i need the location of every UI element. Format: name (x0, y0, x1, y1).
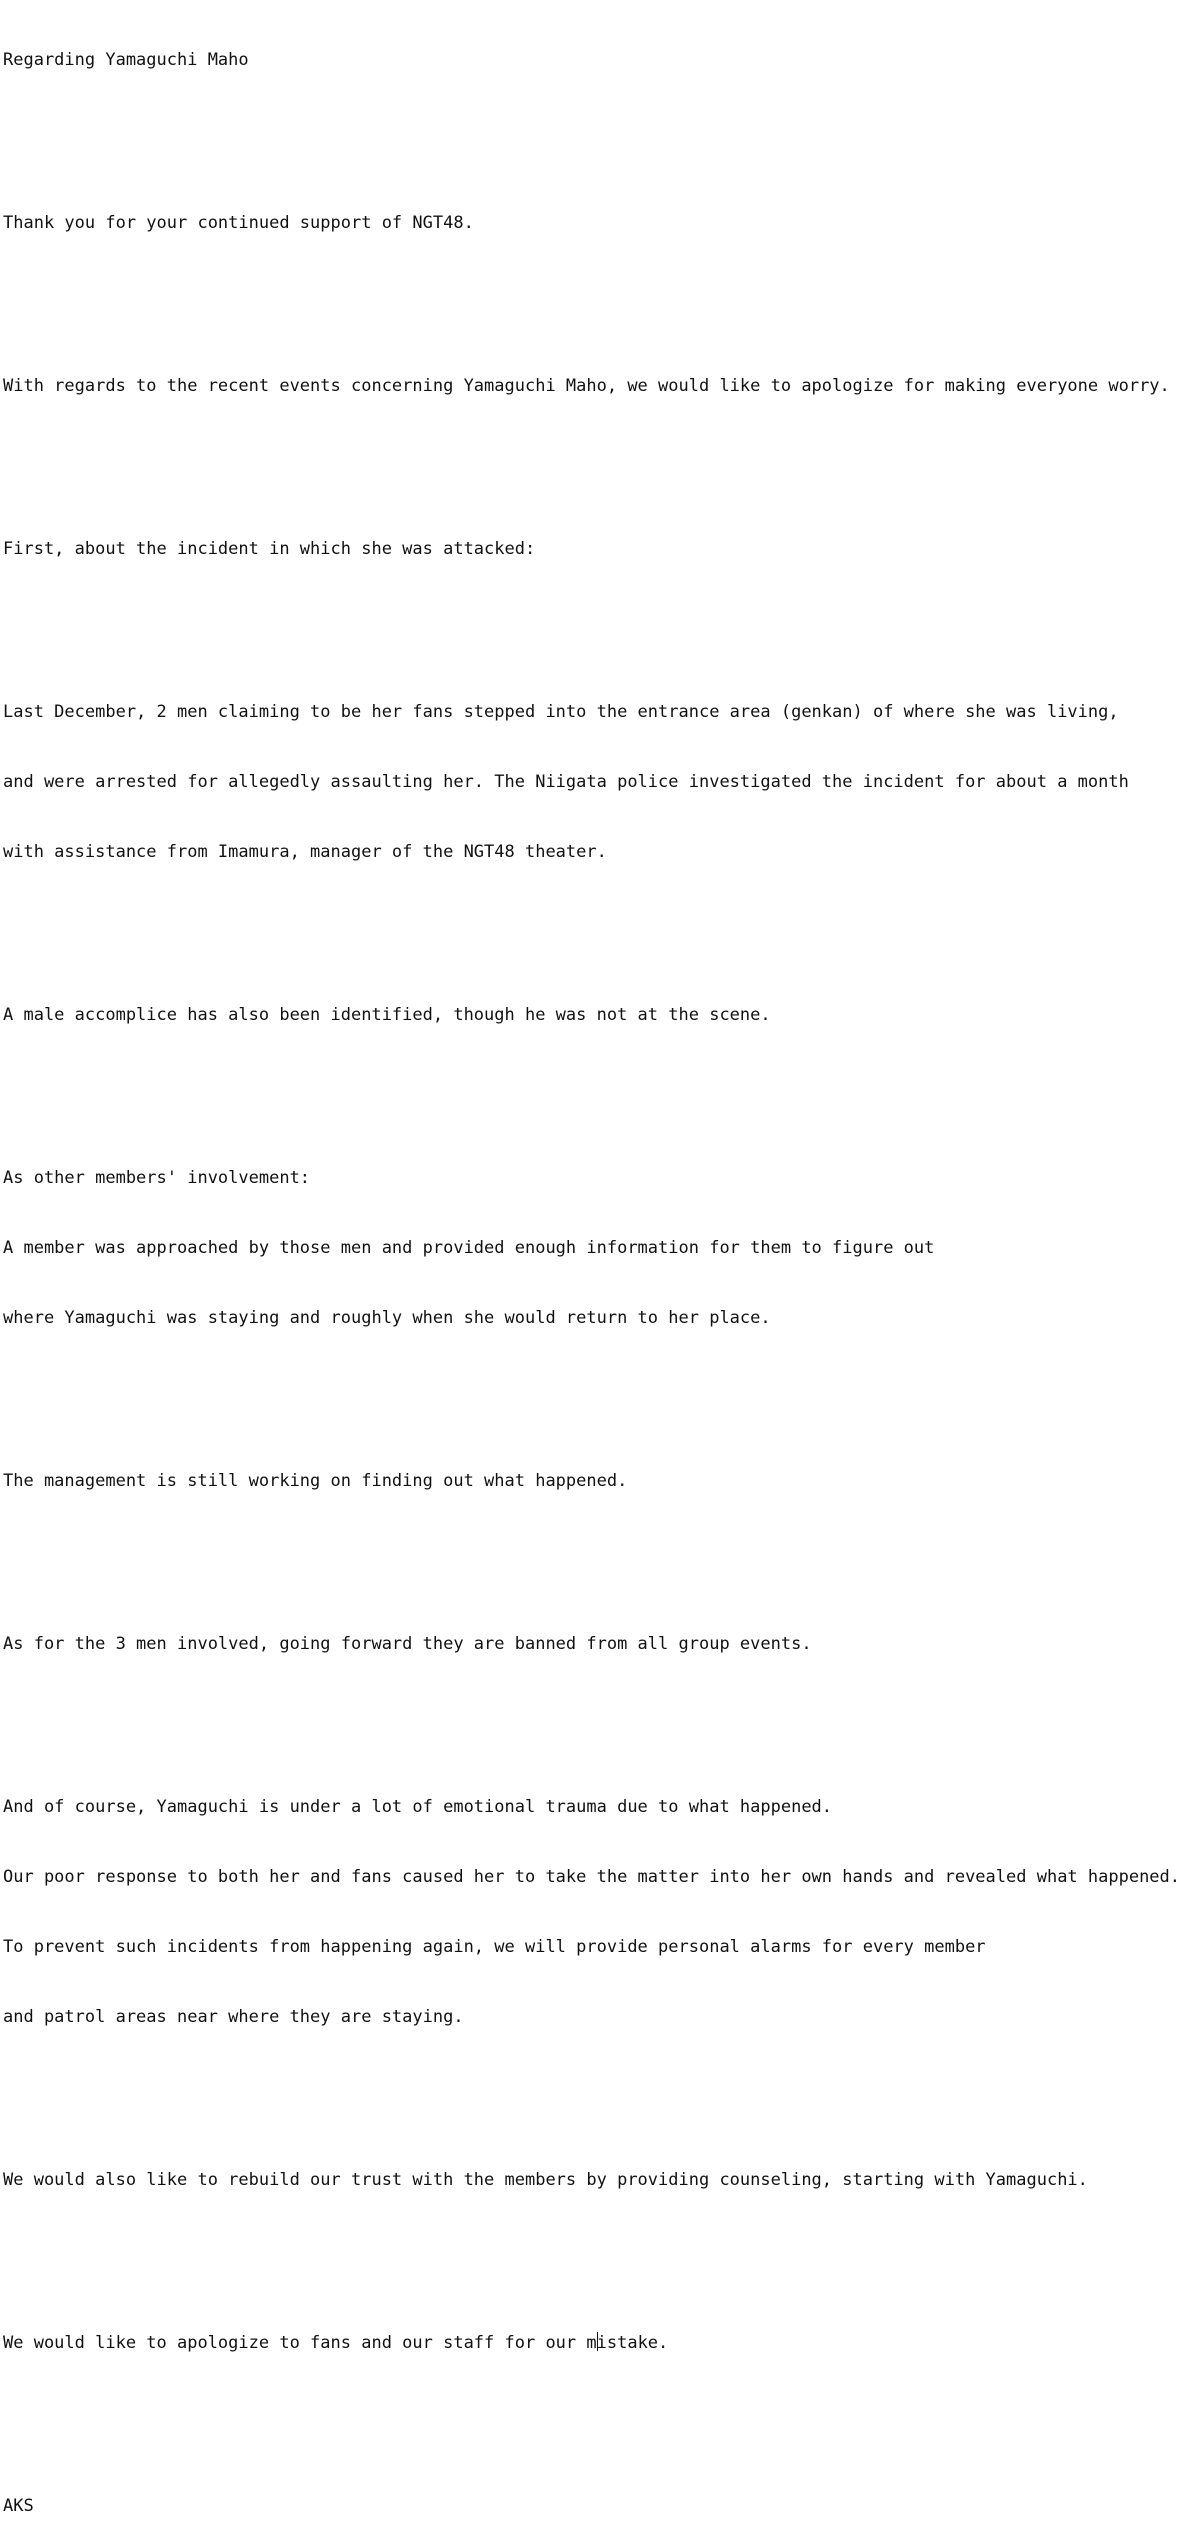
document-line: A male accomplice has also been identified, though he was not at the scene. (3, 1004, 771, 1025)
document-line: and were arrested for allegedly assaulting her. The Niigata police investigated the incident for about a month (3, 771, 1129, 792)
apology-text-after-caret: istake. (596, 2332, 669, 2353)
document-line: To prevent such incidents from happening again, we will provide personal alarms for every member (3, 1936, 986, 1957)
document-line: As other members' involvement: (3, 1167, 311, 1188)
document-line: As for the 3 men involved, going forward they are banned from all group events. (3, 1633, 812, 1654)
blank-line (3, 1540, 1200, 1563)
document-line: The management is still working on finding out what happened. (3, 1470, 628, 1491)
blank-line (3, 2402, 1200, 2425)
blank-line (3, 118, 1200, 141)
document-line: with assistance from Imamura, manager of the NGT48 theater. (3, 841, 607, 862)
blank-line (3, 2239, 1200, 2262)
document-title: Regarding Yamaguchi Maho (3, 49, 249, 70)
document-line: And of course, Yamaguchi is under a lot of emotional trauma due to what happened. (3, 1796, 833, 1817)
apology-text-before-caret: We would like to apologize to fans and our staff for our m (3, 2332, 597, 2353)
document-line: With regards to the recent events concerning Yamaguchi Maho, we would like to apologize for making everyone worry. (3, 375, 1170, 396)
document-line: First, about the incident in which she was attacked: (3, 538, 536, 559)
blank-line (3, 2075, 1200, 2098)
blank-line (3, 282, 1200, 305)
signature: AKS (3, 2495, 34, 2516)
document-line: Thank you for your continued support of NGT48. (3, 212, 474, 233)
apology-line (3, 2332, 1200, 2355)
document-line: We would also like to rebuild our trust with the members by providing counseling, starting with Yamaguchi. (3, 2169, 1088, 2190)
blank-line (3, 1074, 1200, 1097)
document-line: A member was approached by those men and provided enough information for them to figure out (3, 1237, 935, 1258)
blank-line (3, 911, 1200, 934)
blank-line (3, 1703, 1200, 1726)
document-line: where Yamaguchi was staying and roughly when she would return to her place. (3, 1307, 771, 1328)
document-line: Our poor response to both her and fans caused her to take the matter into her own hands and revealed what happened. (3, 1866, 1181, 1887)
blank-line (3, 445, 1200, 468)
blank-line (3, 608, 1200, 631)
document-line: and patrol areas near where they are staying. (3, 2006, 464, 2027)
blank-line (3, 1377, 1200, 1400)
document-line: Last December, 2 men claiming to be her fans stepped into the entrance area (genkan) of where she was living, (3, 701, 1119, 722)
